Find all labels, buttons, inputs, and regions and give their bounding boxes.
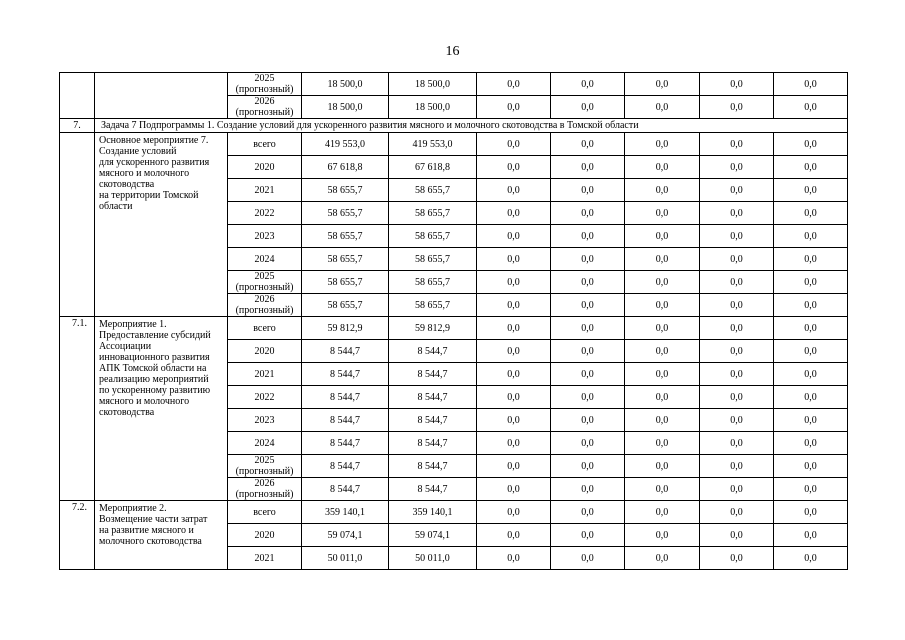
value-cell: 0,0	[625, 248, 700, 271]
year-label: 2026	[254, 294, 275, 305]
value-cell: 359 140,1	[302, 501, 389, 524]
value-cell: 8 544,7	[389, 432, 477, 455]
year-cell	[228, 271, 302, 294]
value-cell: 0,0	[551, 133, 625, 156]
value-cell: 0,0	[774, 156, 848, 179]
value-cell: 0,0	[700, 501, 774, 524]
value-cell: 0,0	[477, 294, 551, 317]
number-cell	[60, 73, 95, 119]
value-cell: 0,0	[700, 386, 774, 409]
value-cell: 0,0	[625, 340, 700, 363]
year-cell	[228, 294, 302, 317]
value-cell: 0,0	[477, 225, 551, 248]
value-cell: 8 544,7	[302, 432, 389, 455]
description-line: инновационного развития	[99, 352, 210, 363]
year-cell	[228, 96, 302, 119]
value-cell: 67 618,8	[389, 156, 477, 179]
value-cell: 419 553,0	[302, 133, 389, 156]
year-label: всего	[253, 138, 276, 150]
value-cell: 0,0	[625, 524, 700, 547]
value-cell: 58 655,7	[302, 225, 389, 248]
table-row	[60, 501, 848, 524]
description-line: Ассоциации	[99, 341, 152, 352]
value-cell: 0,0	[774, 133, 848, 156]
value-cell: 0,0	[551, 547, 625, 570]
value-cell: 0,0	[477, 73, 551, 96]
description-cell	[95, 73, 228, 119]
description-line: Основное мероприятие 7.	[99, 135, 209, 146]
year-label: 2020	[254, 345, 275, 357]
value-cell: 0,0	[477, 133, 551, 156]
description-line: Создание условий	[99, 146, 177, 157]
value-cell: 0,0	[774, 547, 848, 570]
value-cell: 0,0	[774, 386, 848, 409]
value-cell: 0,0	[477, 96, 551, 119]
year-cell	[228, 340, 302, 363]
description-line: АПК Томской области на	[99, 363, 207, 374]
year-cell	[228, 248, 302, 271]
value-cell: 0,0	[700, 202, 774, 225]
year-note: (прогнозный)	[235, 466, 294, 477]
value-cell: 0,0	[477, 455, 551, 478]
value-cell: 0,0	[700, 179, 774, 202]
value-cell: 359 140,1	[389, 501, 477, 524]
value-cell: 0,0	[551, 409, 625, 432]
value-cell: 0,0	[700, 478, 774, 501]
value-cell: 58 655,7	[302, 202, 389, 225]
value-cell: 8 544,7	[389, 386, 477, 409]
value-cell: 8 544,7	[302, 386, 389, 409]
value-cell: 0,0	[774, 340, 848, 363]
value-cell: 0,0	[700, 96, 774, 119]
year-cell	[228, 524, 302, 547]
value-cell: 0,0	[551, 317, 625, 340]
value-cell: 59 074,1	[389, 524, 477, 547]
value-cell: 59 812,9	[389, 317, 477, 340]
value-cell: 0,0	[551, 501, 625, 524]
value-cell: 58 655,7	[389, 271, 477, 294]
value-cell: 8 544,7	[302, 478, 389, 501]
value-cell: 0,0	[625, 363, 700, 386]
value-cell: 0,0	[551, 455, 625, 478]
year-note: (прогнозный)	[235, 107, 294, 118]
value-cell: 0,0	[625, 96, 700, 119]
value-cell: 0,0	[700, 317, 774, 340]
value-cell: 0,0	[625, 294, 700, 317]
year-label: 2022	[254, 391, 275, 403]
year-note: (прогнозный)	[235, 282, 294, 293]
description-line: области	[99, 201, 133, 212]
year-cell	[228, 363, 302, 386]
value-cell: 8 544,7	[389, 363, 477, 386]
value-cell: 0,0	[477, 271, 551, 294]
value-cell: 0,0	[625, 501, 700, 524]
value-cell: 0,0	[700, 225, 774, 248]
description-line: скотоводства	[99, 179, 155, 190]
value-cell: 8 544,7	[302, 409, 389, 432]
year-label: 2021	[254, 368, 275, 380]
year-label: 2021	[254, 184, 275, 196]
year-cell	[228, 386, 302, 409]
value-cell: 0,0	[625, 386, 700, 409]
year-label: 2022	[254, 207, 275, 219]
year-label: всего	[253, 506, 276, 518]
value-cell: 8 544,7	[389, 455, 477, 478]
value-cell: 0,0	[477, 478, 551, 501]
value-cell: 0,0	[774, 202, 848, 225]
value-cell: 8 544,7	[389, 409, 477, 432]
value-cell: 0,0	[551, 386, 625, 409]
year-cell	[228, 133, 302, 156]
task-row	[60, 119, 848, 133]
year-note: (прогнозный)	[235, 489, 294, 500]
page-number: 16	[445, 44, 460, 59]
value-cell: 0,0	[551, 432, 625, 455]
value-cell: 0,0	[551, 478, 625, 501]
value-cell: 0,0	[477, 248, 551, 271]
value-cell: 419 553,0	[389, 133, 477, 156]
value-cell: 0,0	[625, 547, 700, 570]
description-line: молочного скотоводства	[99, 536, 202, 547]
year-label: 2023	[254, 414, 275, 426]
value-cell: 0,0	[551, 202, 625, 225]
value-cell: 58 655,7	[302, 248, 389, 271]
value-cell: 0,0	[700, 294, 774, 317]
value-cell: 0,0	[700, 271, 774, 294]
year-label: 2025	[254, 73, 275, 84]
value-cell: 0,0	[625, 202, 700, 225]
value-cell: 58 655,7	[302, 179, 389, 202]
description-line: Предоставление субсидий	[99, 330, 211, 341]
value-cell: 0,0	[700, 73, 774, 96]
value-cell: 0,0	[774, 96, 848, 119]
value-cell: 0,0	[551, 73, 625, 96]
value-cell: 0,0	[625, 271, 700, 294]
value-cell: 0,0	[625, 409, 700, 432]
value-cell: 0,0	[774, 317, 848, 340]
year-cell	[228, 501, 302, 524]
value-cell: 0,0	[774, 363, 848, 386]
description-line: реализацию мероприятий	[99, 374, 209, 385]
value-cell: 0,0	[774, 294, 848, 317]
table-row	[60, 73, 848, 96]
year-cell	[228, 156, 302, 179]
value-cell: 8 544,7	[302, 340, 389, 363]
description-line: мясного и молочного	[99, 168, 190, 179]
value-cell: 0,0	[700, 363, 774, 386]
year-label: 2025	[254, 271, 275, 282]
value-cell: 0,0	[477, 386, 551, 409]
value-cell: 58 655,7	[389, 225, 477, 248]
value-cell: 50 011,0	[302, 547, 389, 570]
value-cell: 0,0	[625, 478, 700, 501]
activity-number	[60, 133, 95, 317]
year-label: 2020	[254, 161, 275, 173]
value-cell: 0,0	[774, 455, 848, 478]
value-cell: 0,0	[477, 317, 551, 340]
value-cell: 0,0	[774, 524, 848, 547]
value-cell: 0,0	[551, 363, 625, 386]
value-cell: 0,0	[551, 271, 625, 294]
budget-table	[59, 72, 848, 570]
value-cell: 58 655,7	[389, 202, 477, 225]
value-cell: 58 655,7	[389, 294, 477, 317]
value-cell: 0,0	[625, 73, 700, 96]
value-cell: 0,0	[700, 547, 774, 570]
value-cell: 18 500,0	[302, 73, 389, 96]
value-cell: 0,0	[625, 179, 700, 202]
value-cell: 0,0	[551, 156, 625, 179]
activity-number: 7.2.	[60, 501, 95, 570]
value-cell: 18 500,0	[302, 96, 389, 119]
description-line: по ускоренному развитию	[99, 385, 211, 396]
year-cell	[228, 202, 302, 225]
value-cell: 8 544,7	[389, 340, 477, 363]
year-label: всего	[253, 322, 276, 334]
value-cell: 0,0	[700, 248, 774, 271]
value-cell: 0,0	[774, 225, 848, 248]
description-line: Мероприятие 1.	[99, 319, 167, 330]
value-cell: 0,0	[477, 156, 551, 179]
year-cell	[228, 432, 302, 455]
activity-description	[95, 501, 228, 570]
table-row	[60, 317, 848, 340]
value-cell: 0,0	[551, 225, 625, 248]
value-cell: 0,0	[477, 202, 551, 225]
year-cell	[228, 73, 302, 96]
activity-number: 7.1.	[60, 317, 95, 501]
value-cell: 0,0	[700, 455, 774, 478]
value-cell: 0,0	[774, 271, 848, 294]
value-cell: 0,0	[477, 340, 551, 363]
value-cell: 50 011,0	[389, 547, 477, 570]
task-number: 7.	[60, 119, 95, 133]
value-cell: 0,0	[700, 133, 774, 156]
value-cell: 0,0	[551, 179, 625, 202]
value-cell: 0,0	[477, 501, 551, 524]
value-cell: 0,0	[774, 409, 848, 432]
value-cell: 8 544,7	[302, 363, 389, 386]
value-cell: 0,0	[625, 432, 700, 455]
activity-description	[95, 317, 228, 501]
value-cell: 0,0	[551, 524, 625, 547]
value-cell: 0,0	[700, 409, 774, 432]
year-note: (прогнозный)	[235, 84, 294, 95]
description-line: на развитие мясного и	[99, 525, 194, 536]
year-label: 2021	[254, 552, 275, 564]
year-label: 2026	[254, 96, 275, 107]
year-note: (прогнозный)	[235, 305, 294, 316]
value-cell: 0,0	[774, 179, 848, 202]
value-cell: 0,0	[700, 156, 774, 179]
year-cell	[228, 317, 302, 340]
value-cell: 0,0	[477, 524, 551, 547]
value-cell: 59 812,9	[302, 317, 389, 340]
value-cell: 0,0	[625, 156, 700, 179]
value-cell: 0,0	[477, 432, 551, 455]
value-cell: 0,0	[700, 432, 774, 455]
description-line: Мероприятие 2.	[99, 503, 167, 514]
year-cell	[228, 478, 302, 501]
task-title: Задача 7 Подпрограммы 1. Создание условий для ускоренного развития мясного и молочного скотоводства в Томской области	[95, 119, 848, 133]
value-cell: 18 500,0	[389, 73, 477, 96]
value-cell: 0,0	[700, 340, 774, 363]
value-cell: 0,0	[774, 73, 848, 96]
value-cell: 8 544,7	[389, 478, 477, 501]
value-cell: 0,0	[774, 478, 848, 501]
value-cell: 58 655,7	[302, 294, 389, 317]
value-cell: 0,0	[700, 524, 774, 547]
year-cell	[228, 409, 302, 432]
value-cell: 58 655,7	[302, 271, 389, 294]
activity-description	[95, 133, 228, 317]
value-cell: 58 655,7	[389, 179, 477, 202]
value-cell: 0,0	[477, 363, 551, 386]
table-row	[60, 133, 848, 156]
year-label: 2024	[254, 437, 275, 449]
value-cell: 0,0	[477, 179, 551, 202]
value-cell: 0,0	[551, 340, 625, 363]
year-cell	[228, 547, 302, 570]
year-label: 2024	[254, 253, 275, 265]
value-cell: 0,0	[625, 133, 700, 156]
value-cell: 59 074,1	[302, 524, 389, 547]
year-label: 2023	[254, 230, 275, 242]
value-cell: 0,0	[477, 409, 551, 432]
value-cell: 0,0	[477, 547, 551, 570]
value-cell: 58 655,7	[389, 248, 477, 271]
description-line: скотоводства	[99, 407, 155, 418]
description-line: для ускоренного развития	[99, 157, 210, 168]
value-cell: 0,0	[551, 96, 625, 119]
value-cell: 0,0	[774, 501, 848, 524]
value-cell: 8 544,7	[302, 455, 389, 478]
description-line: на территории Томской	[99, 190, 199, 201]
value-cell: 67 618,8	[302, 156, 389, 179]
value-cell: 0,0	[551, 248, 625, 271]
year-label: 2020	[254, 529, 275, 541]
year-cell	[228, 455, 302, 478]
description-line: Возмещение части затрат	[99, 514, 208, 525]
value-cell: 0,0	[625, 455, 700, 478]
year-label: 2026	[254, 478, 275, 489]
description-line: мясного и молочного	[99, 396, 190, 407]
year-cell	[228, 225, 302, 248]
value-cell: 18 500,0	[389, 96, 477, 119]
value-cell: 0,0	[625, 317, 700, 340]
value-cell: 0,0	[625, 225, 700, 248]
value-cell: 0,0	[551, 294, 625, 317]
value-cell: 0,0	[774, 432, 848, 455]
year-cell	[228, 179, 302, 202]
value-cell: 0,0	[774, 248, 848, 271]
year-label: 2025	[254, 455, 275, 466]
